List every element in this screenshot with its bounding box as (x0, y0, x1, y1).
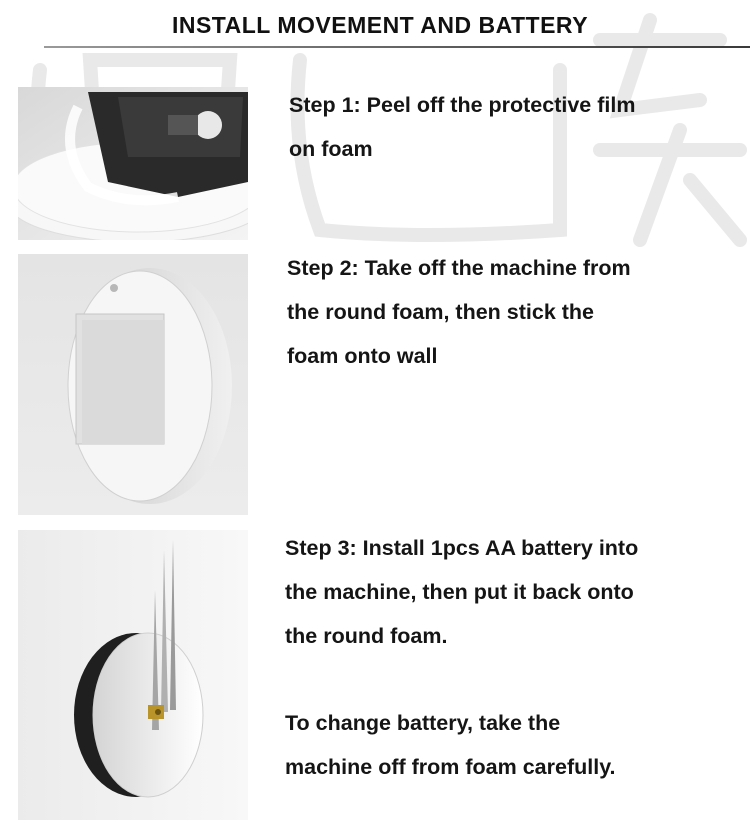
battery-change-note (285, 701, 616, 789)
step2-photo (18, 254, 248, 515)
step2-line-3: foam onto wall (287, 344, 438, 368)
note-line-1: To change battery, take the (285, 711, 561, 735)
step1-instruction (289, 83, 635, 171)
step1-line-2: on foam (289, 137, 373, 161)
note-line-2: machine off from foam carefully. (285, 755, 616, 779)
step2-line-1: Step 2: Take off the machine from (287, 256, 631, 280)
step3-line-3: the round foam. (285, 624, 448, 648)
step3-line-2: the machine, then put it back onto (285, 580, 634, 604)
step3-photo (18, 530, 248, 820)
page-title: INSTALL MOVEMENT AND BATTERY (171, 12, 589, 38)
step2-line-2: the round foam, then stick the (287, 300, 594, 324)
step3-instruction (285, 526, 638, 658)
step2-instruction (287, 246, 631, 378)
header-divider (44, 46, 750, 48)
step1-photo (18, 87, 248, 240)
step3-line-1: Step 3: Install 1pcs AA battery into (285, 536, 639, 560)
step1-line-1: Step 1: Peel off the protective film (289, 93, 636, 117)
